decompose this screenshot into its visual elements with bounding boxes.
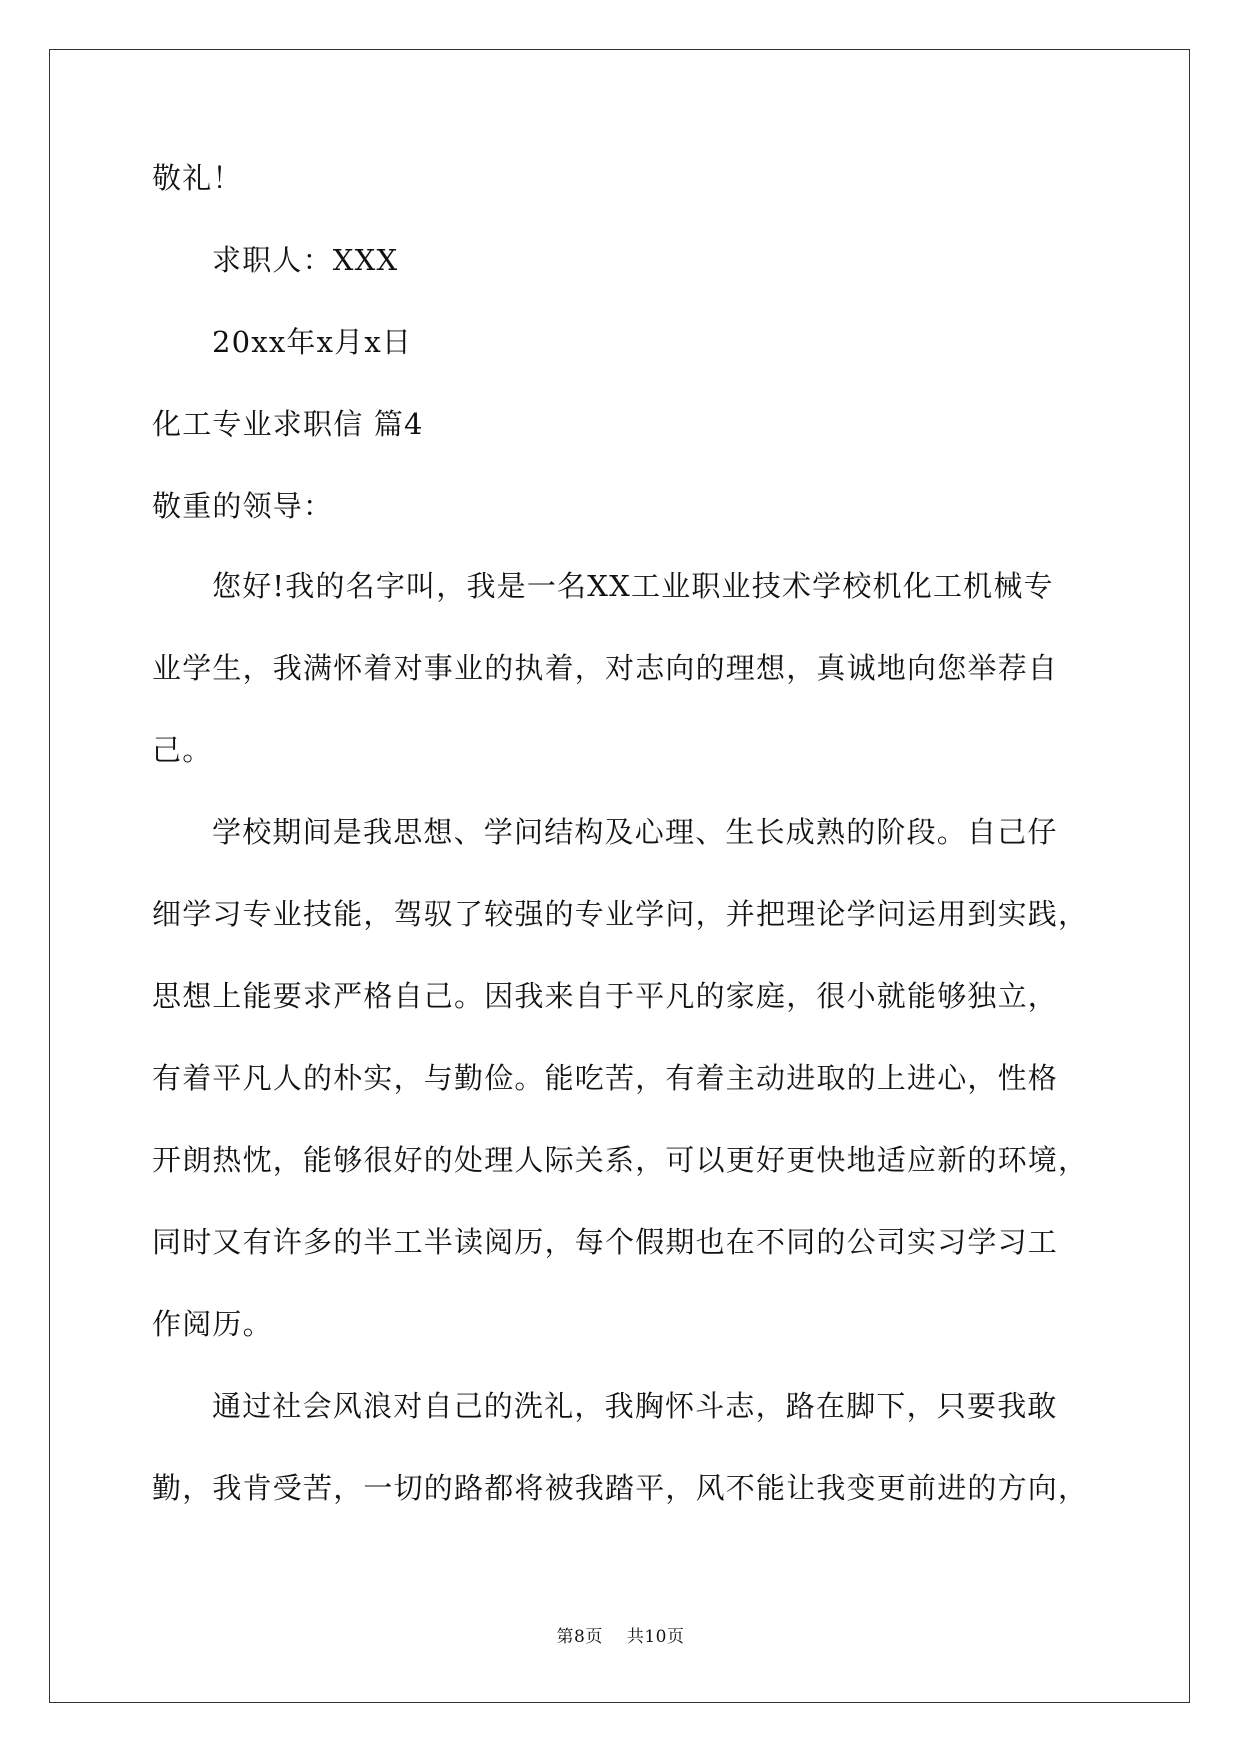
closing-line: 敬礼！ — [152, 161, 243, 195]
section-title: 化工专业求职信 篇4 — [152, 407, 424, 441]
paragraph-society — [152, 1365, 1092, 1529]
paragraph-line: 通过社会风浪对自己的洗礼，我胸怀斗志，路在脚下，只要我敢 — [212, 1389, 1058, 1423]
paragraph-line: 您好!我的名字叫，我是一名XX工业职业技术学校机化工机械专 — [212, 569, 1054, 603]
paragraph-intro — [152, 545, 1092, 791]
paragraph-school — [152, 791, 1092, 1365]
salutation-line: 敬重的领导： — [152, 489, 334, 523]
date-line: 20xx年x月x日 — [212, 325, 413, 359]
signer-line: 求职人：XXX — [212, 243, 399, 277]
page-number-total: 共10页 — [626, 1627, 685, 1647]
paragraph-line: 同时又有许多的半工半读阅历，每个假期也在不同的公司实习学习工 — [152, 1225, 1059, 1259]
document-body — [152, 163, 1092, 1529]
page-number-current: 第8页 — [556, 1627, 603, 1647]
paragraph-line: 开朗热忱，能够很好的处理人际关系，可以更好更快地适应新的环境， — [152, 1143, 1089, 1177]
paragraph-line: 细学习专业技能，驾驭了较强的专业学问，并把理论学问运用到实践， — [152, 897, 1089, 931]
paragraph-line: 勤，我肯受苦，一切的路都将被我踏平，风不能让我变更前进的方向， — [152, 1471, 1089, 1505]
paragraph-line: 思想上能要求严格自己。因我来自于平凡的家庭，很小就能够独立， — [152, 979, 1059, 1013]
paragraph-line: 有着平凡人的朴实，与勤俭。能吃苦，有着主动进取的上进心，性格 — [152, 1061, 1059, 1095]
page-footer — [0, 1622, 1241, 1647]
paragraph-line: 学校期间是我思想、学问结构及心理、生长成熟的阶段。自己仔 — [212, 815, 1058, 849]
paragraph-line: 己。 — [152, 733, 213, 767]
paragraph-line: 作阅历。 — [152, 1307, 273, 1341]
paragraph-line: 业学生，我满怀着对事业的执着，对志向的理想，真诚地向您举荐自 — [152, 651, 1059, 685]
